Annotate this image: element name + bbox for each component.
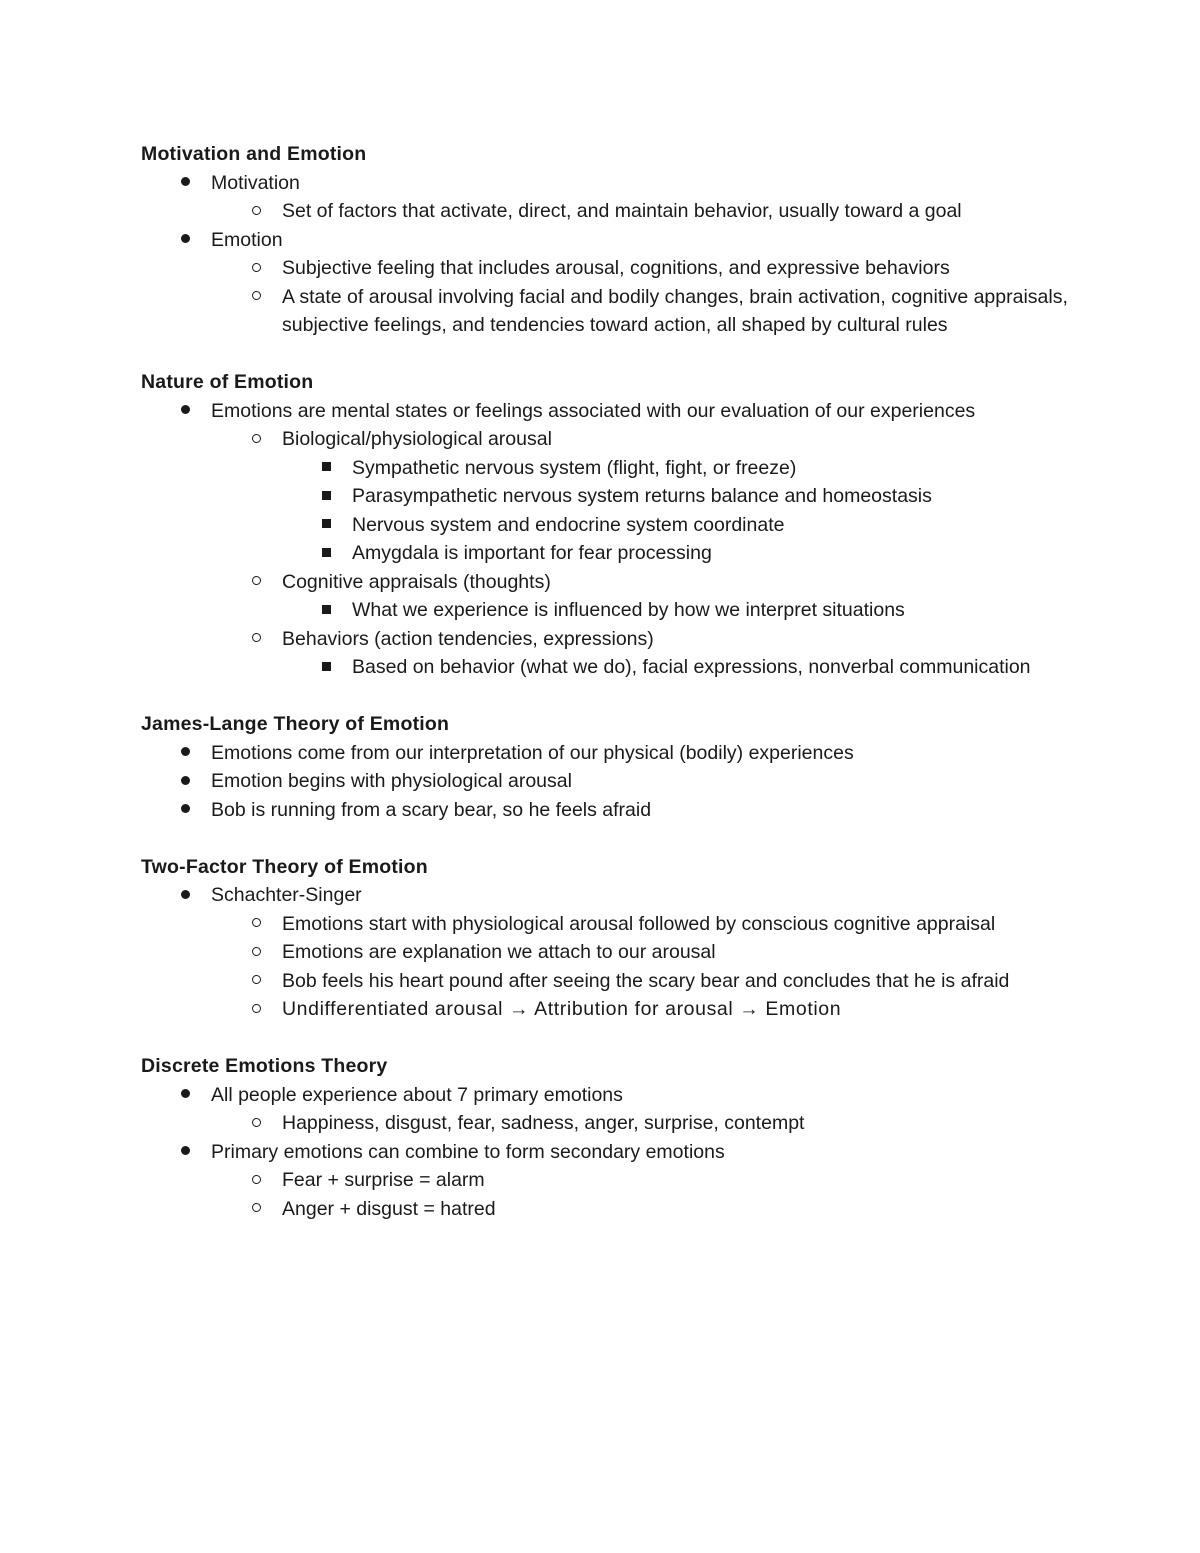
filled-bullet-icon bbox=[175, 1081, 195, 1110]
bullet-text: Emotions are explanation we attach to our arousal bbox=[282, 941, 716, 963]
square-bullet-icon bbox=[316, 539, 336, 568]
hollow-bullet-icon bbox=[246, 910, 266, 939]
hollow-bullet-icon bbox=[246, 1109, 266, 1138]
bullet-item bbox=[141, 169, 1081, 198]
section-nature-of-emotion bbox=[141, 368, 1081, 682]
section-heading: James-Lange Theory of Emotion bbox=[141, 713, 450, 735]
square-bullet-icon bbox=[316, 454, 336, 483]
section-motivation-and-emotion bbox=[141, 140, 1081, 340]
bullet-item bbox=[141, 767, 1081, 796]
section-heading: Two-Factor Theory of Emotion bbox=[141, 855, 428, 878]
section-two-factor-theory bbox=[141, 853, 1081, 1024]
bullet-item bbox=[141, 226, 1081, 255]
bullet-text: Emotions start with physiological arousal followed by conscious cognitive appraisal bbox=[282, 912, 996, 935]
bullet-text: What we experience is influenced by how we interpret situations bbox=[352, 599, 905, 621]
bullet-item bbox=[141, 254, 1081, 283]
bullet-text: A state of arousal involving facial and bodily changes, brain activation, cognitive appraisals, subjective feelings, and tendencies toward action, all shaped by cultural rules bbox=[282, 285, 1068, 336]
bullet-text: Schachter-Singer bbox=[211, 884, 362, 906]
bullet-item bbox=[141, 1195, 1081, 1224]
square-bullet-icon bbox=[316, 482, 336, 511]
bullet-item bbox=[141, 625, 1081, 654]
document-body bbox=[141, 140, 1081, 1223]
filled-bullet-icon bbox=[175, 397, 195, 426]
hollow-bullet-icon bbox=[246, 283, 266, 312]
bullet-text: Behaviors (action tendencies, expressions) bbox=[282, 627, 654, 650]
bullet-item bbox=[141, 454, 1081, 483]
square-bullet-icon bbox=[316, 596, 336, 625]
square-bullet-icon bbox=[316, 511, 336, 540]
filled-bullet-icon bbox=[175, 739, 195, 768]
bullet-item bbox=[141, 425, 1081, 454]
hollow-bullet-icon bbox=[246, 254, 266, 283]
hollow-bullet-icon bbox=[246, 1166, 266, 1195]
bullet-text: Motivation bbox=[211, 171, 300, 194]
filled-bullet-icon bbox=[175, 796, 195, 825]
bullet-text: Set of factors that activate, direct, and maintain behavior, usually toward a goal bbox=[282, 200, 962, 222]
bullet-item bbox=[141, 482, 1081, 511]
bullet-text: Undifferentiated arousal → Attribution for arousal → Emotion bbox=[282, 998, 842, 1020]
filled-bullet-icon bbox=[175, 169, 195, 198]
bullet-item bbox=[141, 1166, 1081, 1195]
bullet-item bbox=[141, 539, 1081, 568]
bullet-text: Parasympathetic nervous system returns balance and homeostasis bbox=[352, 485, 932, 507]
section-james-lange-theory bbox=[141, 710, 1081, 824]
filled-bullet-icon bbox=[175, 881, 195, 910]
hollow-bullet-icon bbox=[246, 938, 266, 967]
hollow-bullet-icon bbox=[246, 625, 266, 654]
bullet-text: Based on behavior (what we do), facial expressions, nonverbal communication bbox=[352, 656, 1031, 678]
hollow-bullet-icon bbox=[246, 995, 266, 1024]
bullet-item bbox=[141, 796, 1081, 825]
bullet-item bbox=[141, 568, 1081, 597]
bullet-text: Subjective feeling that includes arousal, cognitions, and expressive behaviors bbox=[282, 257, 950, 279]
section-heading: Nature of Emotion bbox=[141, 371, 314, 393]
bullet-item bbox=[141, 739, 1081, 768]
bullet-text: Amygdala is important for fear processing bbox=[352, 542, 712, 564]
bullet-item bbox=[141, 1081, 1081, 1110]
bullet-item bbox=[141, 910, 1081, 939]
bullet-text: Cognitive appraisals (thoughts) bbox=[282, 570, 551, 593]
section-heading: Discrete Emotions Theory bbox=[141, 1055, 388, 1077]
filled-bullet-icon bbox=[175, 226, 195, 255]
hollow-bullet-icon bbox=[246, 197, 266, 226]
hollow-bullet-icon bbox=[246, 568, 266, 597]
bullet-item bbox=[141, 938, 1081, 967]
bullet-item bbox=[141, 283, 1081, 340]
bullet-text: Anger + disgust = hatred bbox=[282, 1197, 496, 1220]
bullet-text: Biological/physiological arousal bbox=[282, 428, 552, 450]
bullet-text: Nervous system and endocrine system coordinate bbox=[352, 513, 785, 536]
section-heading: Motivation and Emotion bbox=[141, 143, 367, 165]
bullet-text: Emotion begins with physiological arousal bbox=[211, 770, 572, 792]
hollow-bullet-icon bbox=[246, 967, 266, 996]
bullet-item bbox=[141, 995, 1081, 1024]
bullet-text: Emotions come from our interpretation of our physical (bodily) experiences bbox=[211, 741, 854, 764]
bullet-item bbox=[141, 397, 1081, 426]
bullet-item bbox=[141, 511, 1081, 540]
bullet-text: Bob feels his heart pound after seeing the scary bear and concludes that he is afraid bbox=[282, 969, 1010, 992]
bullet-item bbox=[141, 197, 1081, 226]
bullet-item bbox=[141, 967, 1081, 996]
bullet-text: Happiness, disgust, fear, sadness, anger, surprise, contempt bbox=[282, 1112, 805, 1134]
bullet-text: Emotions are mental states or feelings associated with our evaluation of our experiences bbox=[211, 399, 976, 422]
bullet-item bbox=[141, 1109, 1081, 1138]
filled-bullet-icon bbox=[175, 1138, 195, 1167]
bullet-item bbox=[141, 653, 1081, 682]
hollow-bullet-icon bbox=[246, 425, 266, 454]
section-discrete-emotions-theory bbox=[141, 1052, 1081, 1223]
bullet-text: Primary emotions can combine to form secondary emotions bbox=[211, 1140, 725, 1163]
bullet-item bbox=[141, 1138, 1081, 1167]
filled-bullet-icon bbox=[175, 767, 195, 796]
bullet-item bbox=[141, 596, 1081, 625]
bullet-text: Sympathetic nervous system (flight, fight, or freeze) bbox=[352, 456, 797, 479]
bullet-text: Fear + surprise = alarm bbox=[282, 1169, 485, 1191]
hollow-bullet-icon bbox=[246, 1195, 266, 1224]
bullet-text: Bob is running from a scary bear, so he feels afraid bbox=[211, 798, 652, 821]
bullet-item bbox=[141, 881, 1081, 910]
bullet-text: Emotion bbox=[211, 228, 283, 251]
square-bullet-icon bbox=[316, 653, 336, 682]
bullet-text: All people experience about 7 primary emotions bbox=[211, 1083, 623, 1106]
